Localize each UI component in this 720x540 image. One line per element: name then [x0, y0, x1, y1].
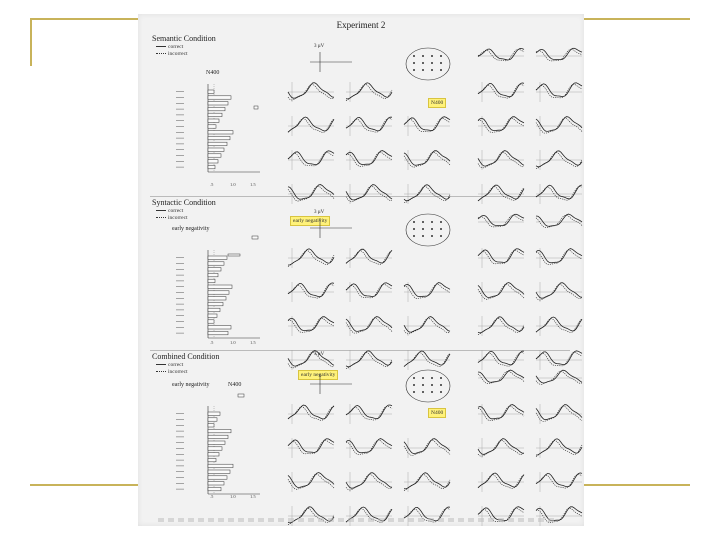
electrode-dot [431, 62, 433, 64]
erp-waveform-correct [536, 185, 582, 199]
figure-title: Experiment 2 [336, 20, 386, 30]
bar [208, 96, 231, 99]
erp-waveform-correct [404, 151, 450, 166]
electrode-dot [440, 228, 442, 230]
bar [208, 154, 221, 157]
electrode-dot [431, 384, 433, 386]
scale-label-syntactic: 3 µV [314, 210, 325, 215]
highlight-early-negativity-syntactic: early negativity [290, 216, 330, 226]
head-electrode-map [406, 48, 450, 80]
legend-syntactic: correct incorrect [156, 208, 188, 222]
electrode-dot [413, 228, 415, 230]
bar [208, 279, 215, 282]
bar [208, 107, 225, 110]
electrode-dot [440, 391, 442, 393]
electrode-dot [431, 228, 433, 230]
electrode-dot [413, 235, 415, 237]
bar [208, 148, 224, 151]
erp-waveform-correct [404, 473, 450, 489]
electrode-dot [413, 55, 415, 57]
electrode-dot [422, 384, 424, 386]
bar [208, 447, 222, 450]
bar [208, 165, 215, 168]
bar [208, 262, 224, 265]
erp-waveform-correct [478, 439, 524, 455]
electrode-dot [440, 62, 442, 64]
erp-waveform-correct [346, 151, 392, 165]
component-label-early-negativity-combined: early negativity [172, 382, 210, 388]
erp-waveform-correct [478, 214, 524, 225]
head-electrode-map [406, 370, 450, 402]
electrode-dot [413, 62, 415, 64]
bar [208, 131, 233, 134]
bar [208, 441, 225, 444]
electrode-dot [413, 384, 415, 386]
electrode-dot [431, 55, 433, 57]
electrode-dot [440, 235, 442, 237]
scanned-figure [138, 14, 584, 526]
electrode-dot [431, 377, 433, 379]
electrode-dot [413, 377, 415, 379]
bar [208, 125, 216, 128]
bar [208, 326, 231, 329]
erp-waveform-correct [346, 405, 392, 419]
erp-waveform-incorrect [536, 152, 582, 168]
erp-waveform-correct [536, 473, 582, 487]
erp-waveform-correct [478, 317, 524, 333]
slide-frame-left-line [30, 18, 32, 66]
erp-waveform-incorrect [536, 250, 582, 265]
axis-tick: 1.5 [250, 340, 256, 345]
section-title-syntactic: Syntactic Condition [152, 198, 216, 207]
erp-waveform-correct [478, 83, 524, 97]
erp-waveform-correct [478, 370, 524, 382]
bar [208, 476, 227, 479]
scale-label-semantic: 3 µV [314, 44, 325, 49]
electrode-dot [413, 221, 415, 223]
erp-waveform-incorrect [478, 475, 524, 489]
bar [208, 302, 223, 305]
erp-waveform-correct [536, 48, 582, 59]
erp-waveform-correct [346, 317, 392, 332]
erp-waveform-incorrect [288, 186, 334, 201]
erp-waveform-incorrect [288, 508, 334, 524]
figure-plot-layer [138, 14, 584, 526]
erp-waveform-correct [478, 48, 524, 60]
axis-tick: 1.0 [230, 340, 236, 345]
erp-waveform-incorrect [404, 152, 450, 167]
bar [208, 314, 217, 317]
erp-waveform-correct [346, 351, 392, 367]
erp-waveform-correct [536, 249, 582, 263]
bar [254, 106, 258, 109]
erp-waveform-correct [536, 151, 582, 167]
erp-waveform-incorrect [536, 474, 582, 488]
bar [228, 254, 240, 256]
bar [208, 320, 214, 323]
bar [208, 308, 220, 311]
bar [208, 424, 214, 427]
erp-waveform-incorrect [346, 84, 392, 100]
electrode-dot [422, 62, 424, 64]
electrode-dot [431, 391, 433, 393]
erp-waveform-incorrect [478, 84, 524, 98]
erp-waveform-incorrect [346, 251, 392, 265]
bar [208, 470, 230, 473]
bar [208, 136, 230, 139]
scale-label-combined: 3 µV [314, 352, 325, 357]
erp-waveform-correct [536, 405, 582, 420]
electrode-dot [440, 55, 442, 57]
erp-waveform-correct [536, 351, 582, 365]
section-title-semantic: Semantic Condition [152, 34, 216, 43]
bar [208, 297, 226, 300]
erp-waveform-incorrect [346, 440, 392, 455]
erp-waveform-correct [536, 439, 582, 455]
erp-waveform-correct [536, 214, 582, 226]
erp-waveform-correct [288, 117, 334, 132]
axis-tick: .5 [210, 494, 214, 499]
electrode-dot [413, 391, 415, 393]
electrode-dot [440, 377, 442, 379]
electrode-dot [422, 377, 424, 379]
erp-waveform-correct [478, 351, 524, 365]
electrode-dot [431, 69, 433, 71]
erp-waveform-correct [288, 317, 334, 331]
bar [252, 236, 258, 239]
electrode-dot [422, 221, 424, 223]
bar [208, 273, 218, 276]
erp-waveform-correct [536, 317, 582, 332]
section-title-combined: Combined Condition [152, 352, 220, 361]
erp-waveform-incorrect [536, 440, 582, 456]
erp-waveform-correct [288, 185, 334, 200]
axis-tick: 1.0 [230, 494, 236, 499]
electrode-dot [431, 221, 433, 223]
erp-waveform-incorrect [288, 250, 334, 266]
bar [208, 331, 228, 334]
erp-waveform-correct [478, 117, 524, 131]
electrode-dot [422, 391, 424, 393]
bar [208, 113, 222, 116]
bar [208, 90, 214, 93]
erp-waveform-correct [346, 83, 392, 99]
bar [208, 487, 221, 490]
legend-semantic: correct incorrect [156, 44, 188, 58]
highlight-early-negativity-combined: early negativity [298, 370, 338, 380]
erp-waveform-incorrect [288, 284, 334, 298]
erp-waveform-correct [478, 473, 524, 488]
erp-waveform-correct [404, 439, 450, 454]
erp-waveform-correct [404, 283, 450, 297]
electrode-dot [422, 228, 424, 230]
bar [208, 256, 227, 259]
scan-footer-noise [158, 518, 558, 522]
bar [208, 142, 227, 145]
electrode-dot [422, 235, 424, 237]
erp-waveform-correct [288, 405, 334, 419]
erp-waveform-correct [404, 351, 450, 367]
erp-waveform-correct [288, 283, 334, 297]
bar [208, 268, 221, 271]
bar [208, 102, 228, 105]
erp-waveform-incorrect [478, 318, 524, 334]
highlight-n400-combined: N400 [428, 408, 446, 418]
bar [208, 453, 219, 456]
erp-waveform-correct [536, 117, 582, 132]
bar [208, 482, 224, 485]
erp-waveform-correct [346, 439, 392, 453]
bar [238, 394, 244, 397]
axis-tick: 1.5 [250, 182, 256, 187]
erp-waveform-correct [288, 151, 334, 165]
erp-waveform-incorrect [346, 352, 392, 368]
bar [208, 160, 218, 163]
erp-waveform-incorrect [536, 118, 582, 133]
erp-waveform-correct [288, 249, 334, 265]
axis-tick: 1.0 [230, 182, 236, 187]
axis-tick: .5 [210, 182, 214, 187]
erp-waveform-incorrect [478, 353, 524, 367]
component-label-n400: N400 [206, 70, 220, 76]
bar [208, 291, 229, 294]
head-electrode-map [406, 214, 450, 246]
electrode-dot [440, 384, 442, 386]
bar [208, 119, 219, 122]
erp-waveform-incorrect [346, 118, 392, 132]
erp-waveform-correct [346, 185, 392, 200]
bar [208, 464, 233, 467]
erp-waveform-incorrect [478, 215, 524, 227]
bar [208, 435, 228, 438]
legend-combined: correct incorrect [156, 362, 188, 376]
erp-waveform-incorrect [404, 186, 450, 202]
erp-waveform-incorrect [404, 284, 450, 299]
electrode-dot [440, 221, 442, 223]
electrode-dot [422, 69, 424, 71]
erp-waveform-incorrect [404, 474, 450, 490]
electrode-dot [422, 55, 424, 57]
bar [208, 412, 220, 415]
highlight-n400-semantic: N400 [428, 98, 446, 108]
bar [208, 429, 231, 432]
erp-waveform-incorrect [536, 49, 582, 61]
bar [208, 418, 217, 421]
electrode-dot [440, 69, 442, 71]
electrode-dot [413, 69, 415, 71]
bar [208, 285, 232, 288]
axis-tick: .5 [210, 340, 214, 345]
erp-waveform-correct [346, 249, 392, 263]
electrode-dot [431, 235, 433, 237]
erp-waveform-incorrect [346, 318, 392, 333]
erp-waveform-correct [346, 117, 392, 131]
component-label-n400-combined: N400 [228, 382, 242, 388]
bar [208, 458, 216, 461]
axis-tick: 1.5 [250, 494, 256, 499]
component-label-early-negativity: early negativity [172, 226, 210, 232]
